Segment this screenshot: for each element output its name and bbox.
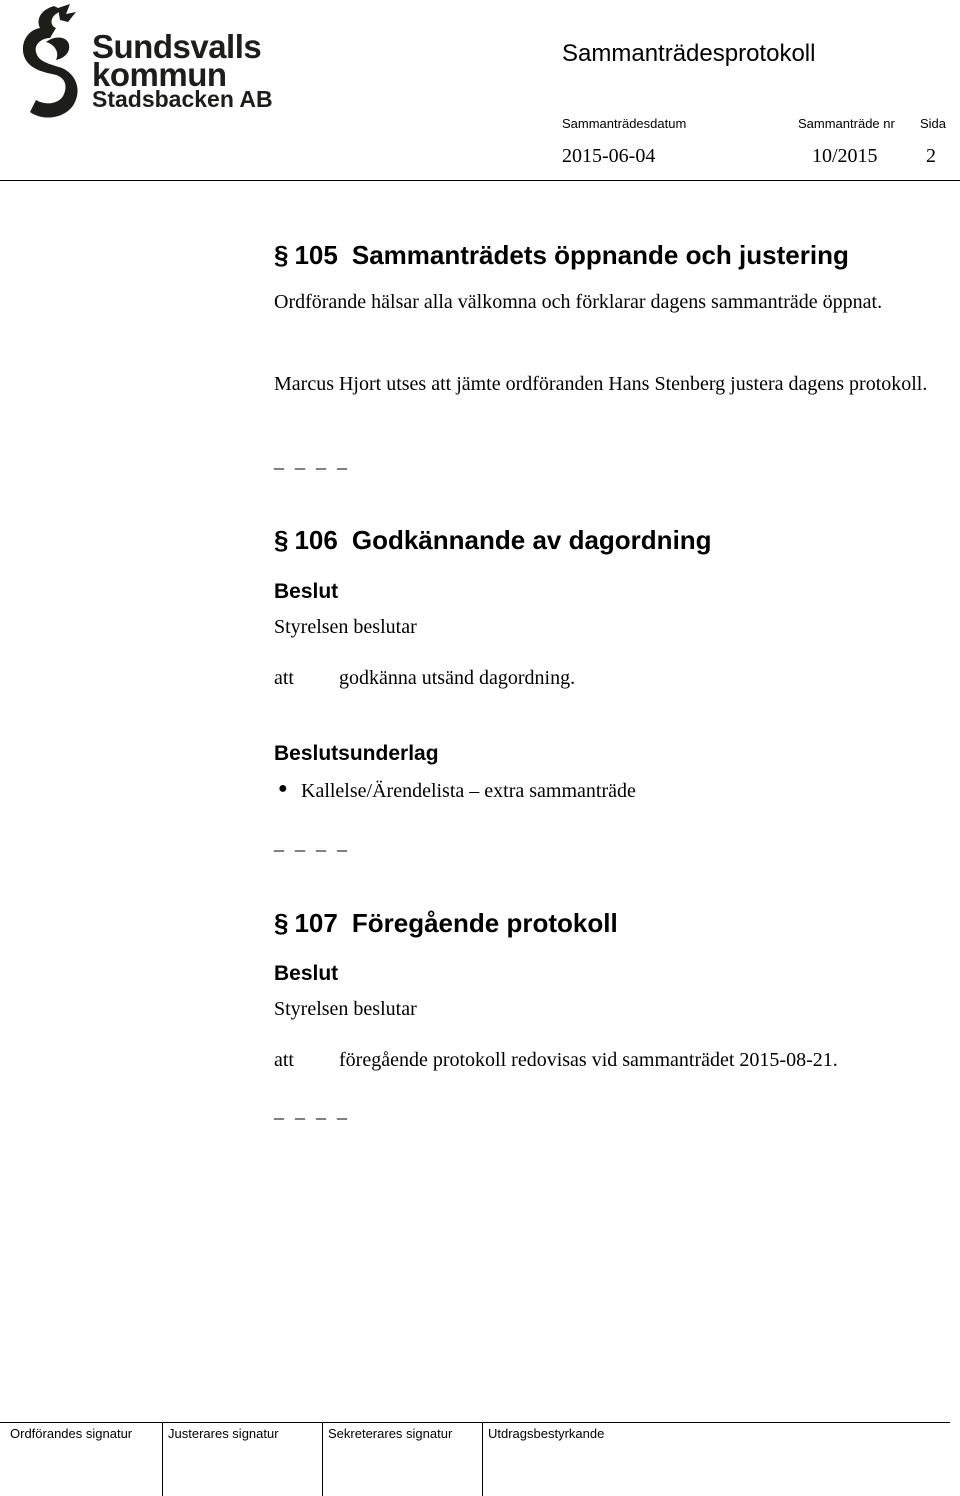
section-number: 107 — [294, 908, 338, 938]
meeting-number-value: 10/2015 — [812, 145, 878, 167]
paragraph-adjuster: Marcus Hjort utses att jämte ordföranden Hans Stenberg justera dagens protokoll. — [274, 373, 928, 395]
footer-divider — [0, 1422, 950, 1423]
secretary-signature-label: Sekreterares signatur — [328, 1426, 453, 1441]
logo-text-line1: Sundsvalls — [92, 28, 262, 65]
logo-text-line3: Stadsbacken AB — [92, 86, 273, 112]
footer-column-divider — [162, 1422, 163, 1496]
paragraph-opening: Ordförande hälsar alla välkomna och förklarar dagens sammanträde öppnat. — [274, 291, 883, 313]
section-heading-105 — [274, 240, 849, 271]
section-symbol: § — [274, 908, 289, 938]
chair-signature-label: Ordförandes signatur — [10, 1426, 133, 1441]
page-number-value: 2 — [926, 145, 936, 167]
decision-intro: Styrelsen beslutar — [274, 616, 417, 638]
decision-text: föregående protokoll redovisas vid sammanträdet 2015-08-21. — [339, 1049, 838, 1071]
decision-intro: Styrelsen beslutar — [274, 998, 417, 1020]
decision-text: godkänna utsänd dagordning. — [339, 667, 576, 689]
adjuster-signature-label: Justerares signatur — [168, 1426, 279, 1441]
footer-column-divider — [482, 1422, 483, 1496]
section-separator: _ _ _ _ — [274, 832, 350, 854]
section-title: Godkännande av dagordning — [351, 525, 712, 555]
att-keyword: att — [274, 667, 294, 689]
document-title: Sammanträdesprotokoll — [562, 40, 816, 67]
att-keyword: att — [274, 1049, 294, 1071]
decision-heading: Beslut — [274, 580, 339, 603]
section-heading-107 — [274, 908, 618, 939]
header-divider — [0, 180, 960, 181]
basis-item: Kallelse/Ärendelista – extra sammanträde — [301, 780, 636, 802]
footer-column-divider — [322, 1422, 323, 1496]
meeting-number-label: Sammanträde nr — [798, 116, 895, 131]
meeting-date-value: 2015-06-04 — [562, 145, 656, 167]
section-symbol: § — [274, 525, 289, 555]
section-separator: _ _ _ _ — [274, 1100, 350, 1122]
section-number: 106 — [294, 525, 338, 555]
basis-heading: Beslutsunderlag — [274, 742, 439, 765]
section-heading-106 — [274, 525, 712, 556]
section-title: Föregående protokoll — [351, 908, 618, 938]
municipality-logo-icon — [10, 2, 84, 122]
meeting-date-label: Sammanträdesdatum — [562, 116, 687, 131]
logo-text-line2: kommun — [92, 56, 227, 93]
section-title: Sammanträdets öppnande och justering — [351, 240, 849, 270]
decision-heading: Beslut — [274, 962, 339, 985]
page-label: Sida — [920, 116, 947, 131]
bullet-icon: ● — [278, 780, 288, 797]
section-number: 105 — [294, 240, 338, 270]
section-symbol: § — [274, 240, 289, 270]
certifier-label: Utdragsbestyrkande — [488, 1426, 605, 1441]
section-separator: _ _ _ _ — [274, 450, 350, 472]
